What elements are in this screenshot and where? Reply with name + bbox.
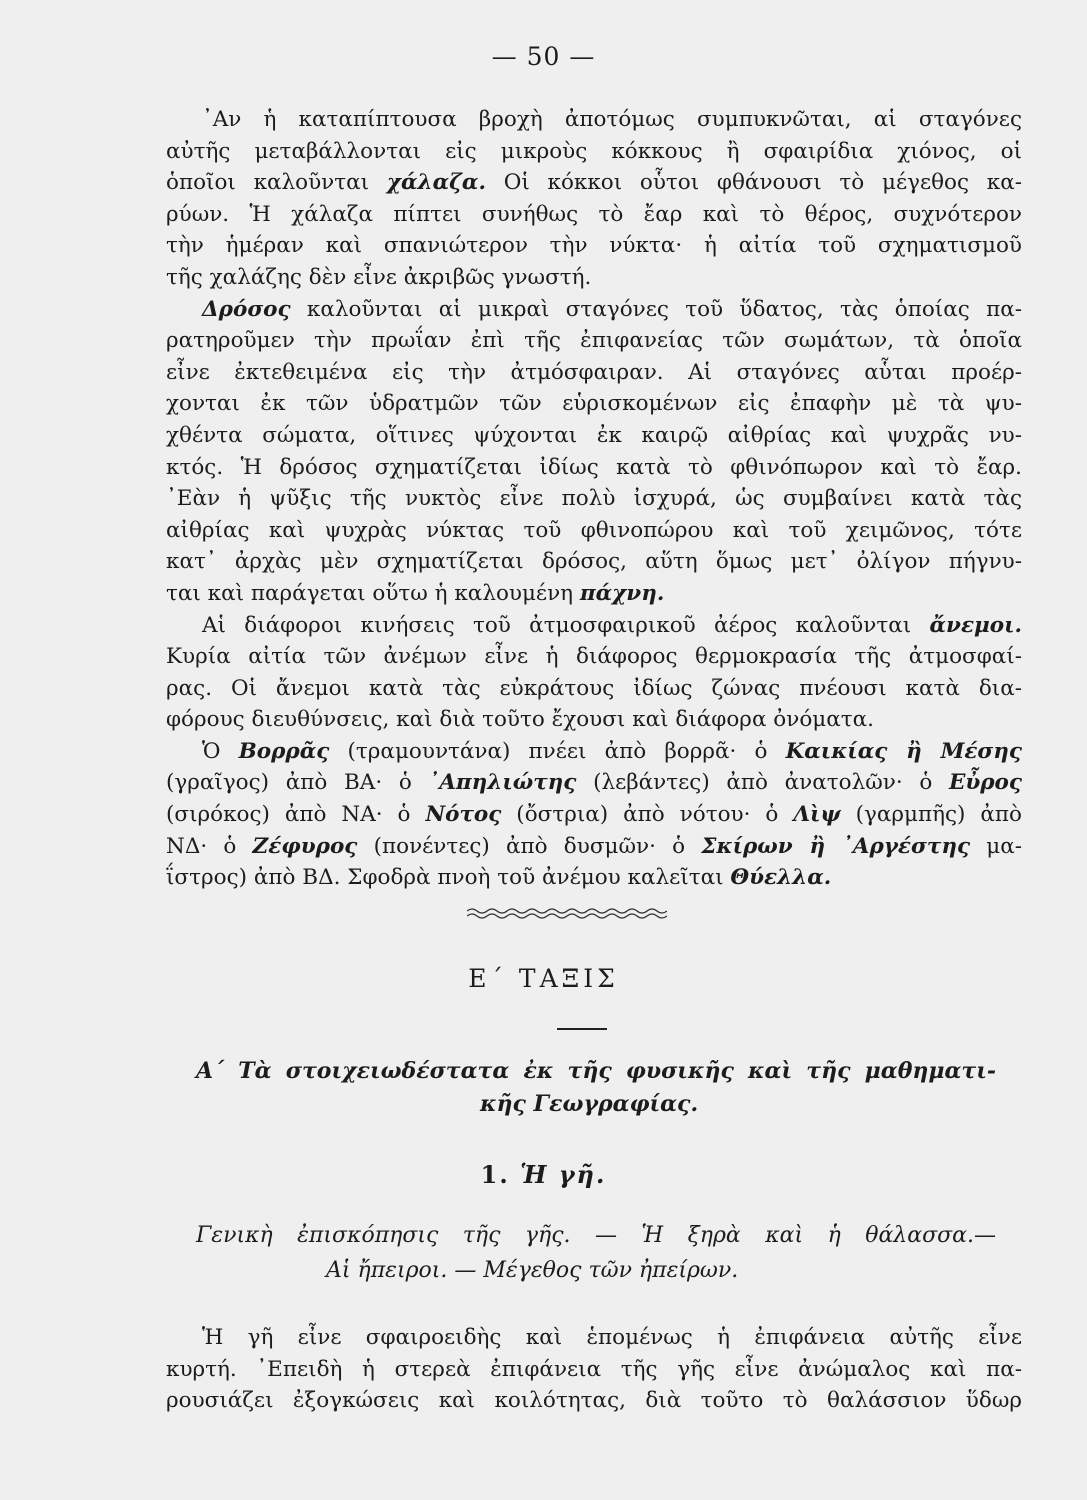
emphasized-term: Ζέφυρος [252,833,358,859]
closing-line: κυρτή. ᾿Επειδὴ ἡ στερεὰ ἐπιφάνεια τῆς γῆς εἶνε ἀνώμαλος καὶ πα- [166,1356,1022,1382]
closing-text-block [166,1322,1022,1417]
text-line [166,704,1022,736]
emphasized-term: Εὖρος [948,770,1022,796]
text-line [166,294,1022,326]
emphasized-term: ᾿Απηλιώτης [428,770,577,796]
text-run: μα- [970,833,1022,859]
main-text-block [166,104,1022,894]
text-line [166,641,1022,673]
chapter-title: Ἡ γῆ. [520,1160,607,1189]
emphasized-term: Δρόσος [202,296,291,322]
text-line [166,230,1022,262]
text-run: χονται ἐκ τῶν ὑδρατμῶν τῶν εὑρισκομένων εἰς ἐπαφὴν μὲ τὰ ψυ- [166,391,1022,417]
text-run: (λεβάντες) ἀπὸ ἀνατολῶν· ὁ [576,770,949,796]
text-line [166,767,1022,799]
text-run: καλοῦνται αἱ μικραὶ σταγόνες τοῦ ὕδατος, τὰς ὁποίας πα- [290,296,1022,322]
text-run: Κυρία αἰτία τῶν ἀνέμων εἶνε ἡ διάφορος θερμοκρασία τῆς ἀτμοσφαί- [166,644,1022,670]
text-line [166,578,1022,610]
text-run: Ὁ [202,738,239,764]
closing-line: ρουσιάζει ἐξογκώσεις καὶ κοιλότητας, διὰ τοῦτο τὸ θαλάσσιον ὕδωρ [166,1388,1022,1414]
text-line [166,799,1022,831]
class-heading: Ε΄ ΤΑΞΙΣ [468,964,619,993]
text-run: κτός. Ἡ δρόσος σχηματίζεται ἰδίως κατὰ τὸ φθινόπωρον καὶ τὸ ἔαρ. [166,454,1022,480]
text-line [166,831,1022,863]
text-run: ᾿Εὰν ἡ ψῦξις τῆς νυκτὸς εἶνε πολὺ ἰσχυρά, ὡς συμβαίνει κατὰ τὰς [166,486,1022,512]
text-run: χθέντα σώματα, οἵτινες ψύχονται ἐκ καιρῷ αἰθρίας καὶ ψυχρᾶς νυ- [166,422,1022,448]
text-line [166,357,1022,389]
emphasized-term: Βορρᾶς [238,738,330,764]
text-run: (ὄστρια) ἀπὸ νότου· ὁ [501,802,794,828]
text-run: φόρους διευθύνσεις, καὶ διὰ τοῦτο ἔχουσι καὶ διάφορα ὀνόματα. [166,707,874,733]
text-run: αἰθρίας καὶ ψυχρὰς νύκτας τοῦ φθινοπώρου καὶ τοῦ χειμῶνος, τότε [166,517,1022,543]
text-run: αὐτῆς μεταβάλλονται εἰς μικροὺς κόκκους ἢ σφαιρίδια χιόνος, οἱ [166,138,1022,164]
text-run: ΐστρος) ἀπὸ ΒΔ. Σφοδρὰ πνοὴ τοῦ ἀνέμου καλεῖται [166,865,731,891]
text-line [166,325,1022,357]
chapter-subheading [196,1218,996,1288]
text-line [166,199,1022,231]
text-run: Αἱ διάφοροι κινήσεις τοῦ ἀτμοσφαιρικοῦ ἀέρος καλοῦνται [202,612,930,638]
text-line [166,136,1022,168]
subheading-line-1: Γενικὴ ἐπισκόπησις τῆς γῆς. — Ἡ ξηρὰ καὶ ἡ θάλασσα.— [196,1223,996,1248]
text-line [166,862,1022,894]
text-line [166,546,1022,578]
text-line [166,167,1022,199]
emphasized-term: ἄνεμοι. [929,612,1022,638]
emphasized-term: Θύελλα. [730,865,832,891]
subheading-line-2: Αἱ ἤπειροι. — Μέγεθος τῶν ἠπείρων. [326,1258,739,1283]
page-number: — 50 — [491,42,596,71]
section-a-heading [196,1055,996,1121]
text-run: κατ᾿ ἀρχὰς μὲν σχηματίζεται δρόσος, αὕτη ὅμως μετ᾿ ὀλίγον πήγνυ- [166,549,1022,575]
chapter-number: 1. [480,1160,510,1189]
text-line [166,736,1022,768]
text-run: (τραμουντάνα) πνέει ἀπὸ βορρᾶ· ὁ [329,738,786,764]
text-run: (γαρμπῆς) ἀπὸ [840,802,1022,828]
heading-rule [557,1028,607,1030]
text-line [166,262,1022,294]
section-a-line-1: Α΄ Τὰ στοιχειωδέστατα ἐκ τῆς φυσικῆς καὶ τῆς μαθηματι- [196,1058,996,1084]
text-line [166,515,1022,547]
text-run: ᾿Αν ἡ καταπίπτουσα βροχὴ ἀποτόμως συμπυκνῶται, αἱ σταγόνες [202,107,1022,132]
text-line [166,673,1022,705]
text-run: ται καὶ παράγεται οὕτω ἡ καλουμένη [166,580,580,606]
text-run: (πονέντες) ἀπὸ δυσμῶν· ὁ [357,833,702,859]
text-line [166,610,1022,642]
emphasized-term: πάχνη. [579,580,665,606]
ornamental-divider [467,906,667,920]
text-line [166,104,1022,136]
text-run: ρατηροῦμεν τὴν πρωΐαν ἐπὶ τῆς ἐπιφανείας τῶν σωμάτων, τὰ ὁποῖα [166,328,1022,354]
text-run: εἶνε ἐκτεθειμένα εἰς τὴν ἀτμόσφαιραν. Αἱ σταγόνες αὗται προέρ- [166,359,1022,385]
text-run: τὴν ἡμέραν καὶ σπανιώτερον τὴν νύκτα· ἡ αἰτία τοῦ σχηματισμοῦ [166,233,1022,259]
text-run: ΝΔ· ὁ [166,833,253,859]
section-a-line-2: κῆς Γεωγραφίας. [480,1091,699,1117]
chapter-heading [0,1160,1087,1189]
emphasized-term: Λὶψ [793,802,841,828]
emphasized-term: Νότος [425,802,502,828]
text-run: Οἱ κόκκοι οὗτοι φθάνουσι τὸ μέγεθος κα- [485,170,1022,196]
text-line [166,420,1022,452]
emphasized-term: χάλαζα. [386,170,486,196]
text-run: (σιρόκος) ἀπὸ ΝΑ· ὁ [166,802,426,828]
emphasized-term: Καικίας ἢ Μέσης [785,738,1022,764]
text-run: (γραῖγος) ἀπὸ ΒΑ· ὁ [166,770,429,796]
text-run: τῆς χαλάζης δὲν εἶνε ἀκριβῶς γνωστή. [166,264,592,290]
emphasized-term: Σκίρων ἢ ᾿Αργέστης [701,833,971,859]
text-line [166,388,1022,420]
text-run: ρύων. Ἡ χάλαζα πίπτει συνήθως τὸ ἔαρ καὶ τὸ θέρος, συχνότερον [166,201,1022,227]
text-line [166,452,1022,484]
text-run: ρας. Οἱ ἄνεμοι κατὰ τὰς εὐκράτους ἰδίως ζώνας πνέουσι κατὰ δια- [166,675,1022,701]
text-line [166,483,1022,515]
text-run: ὁποῖοι καλοῦνται [166,170,387,196]
closing-line: Ἡ γῆ εἶνε σφαιροειδὴς καὶ ἑπομένως ἡ ἐπιφάνεια αὐτῆς εἶνε [202,1325,1022,1350]
